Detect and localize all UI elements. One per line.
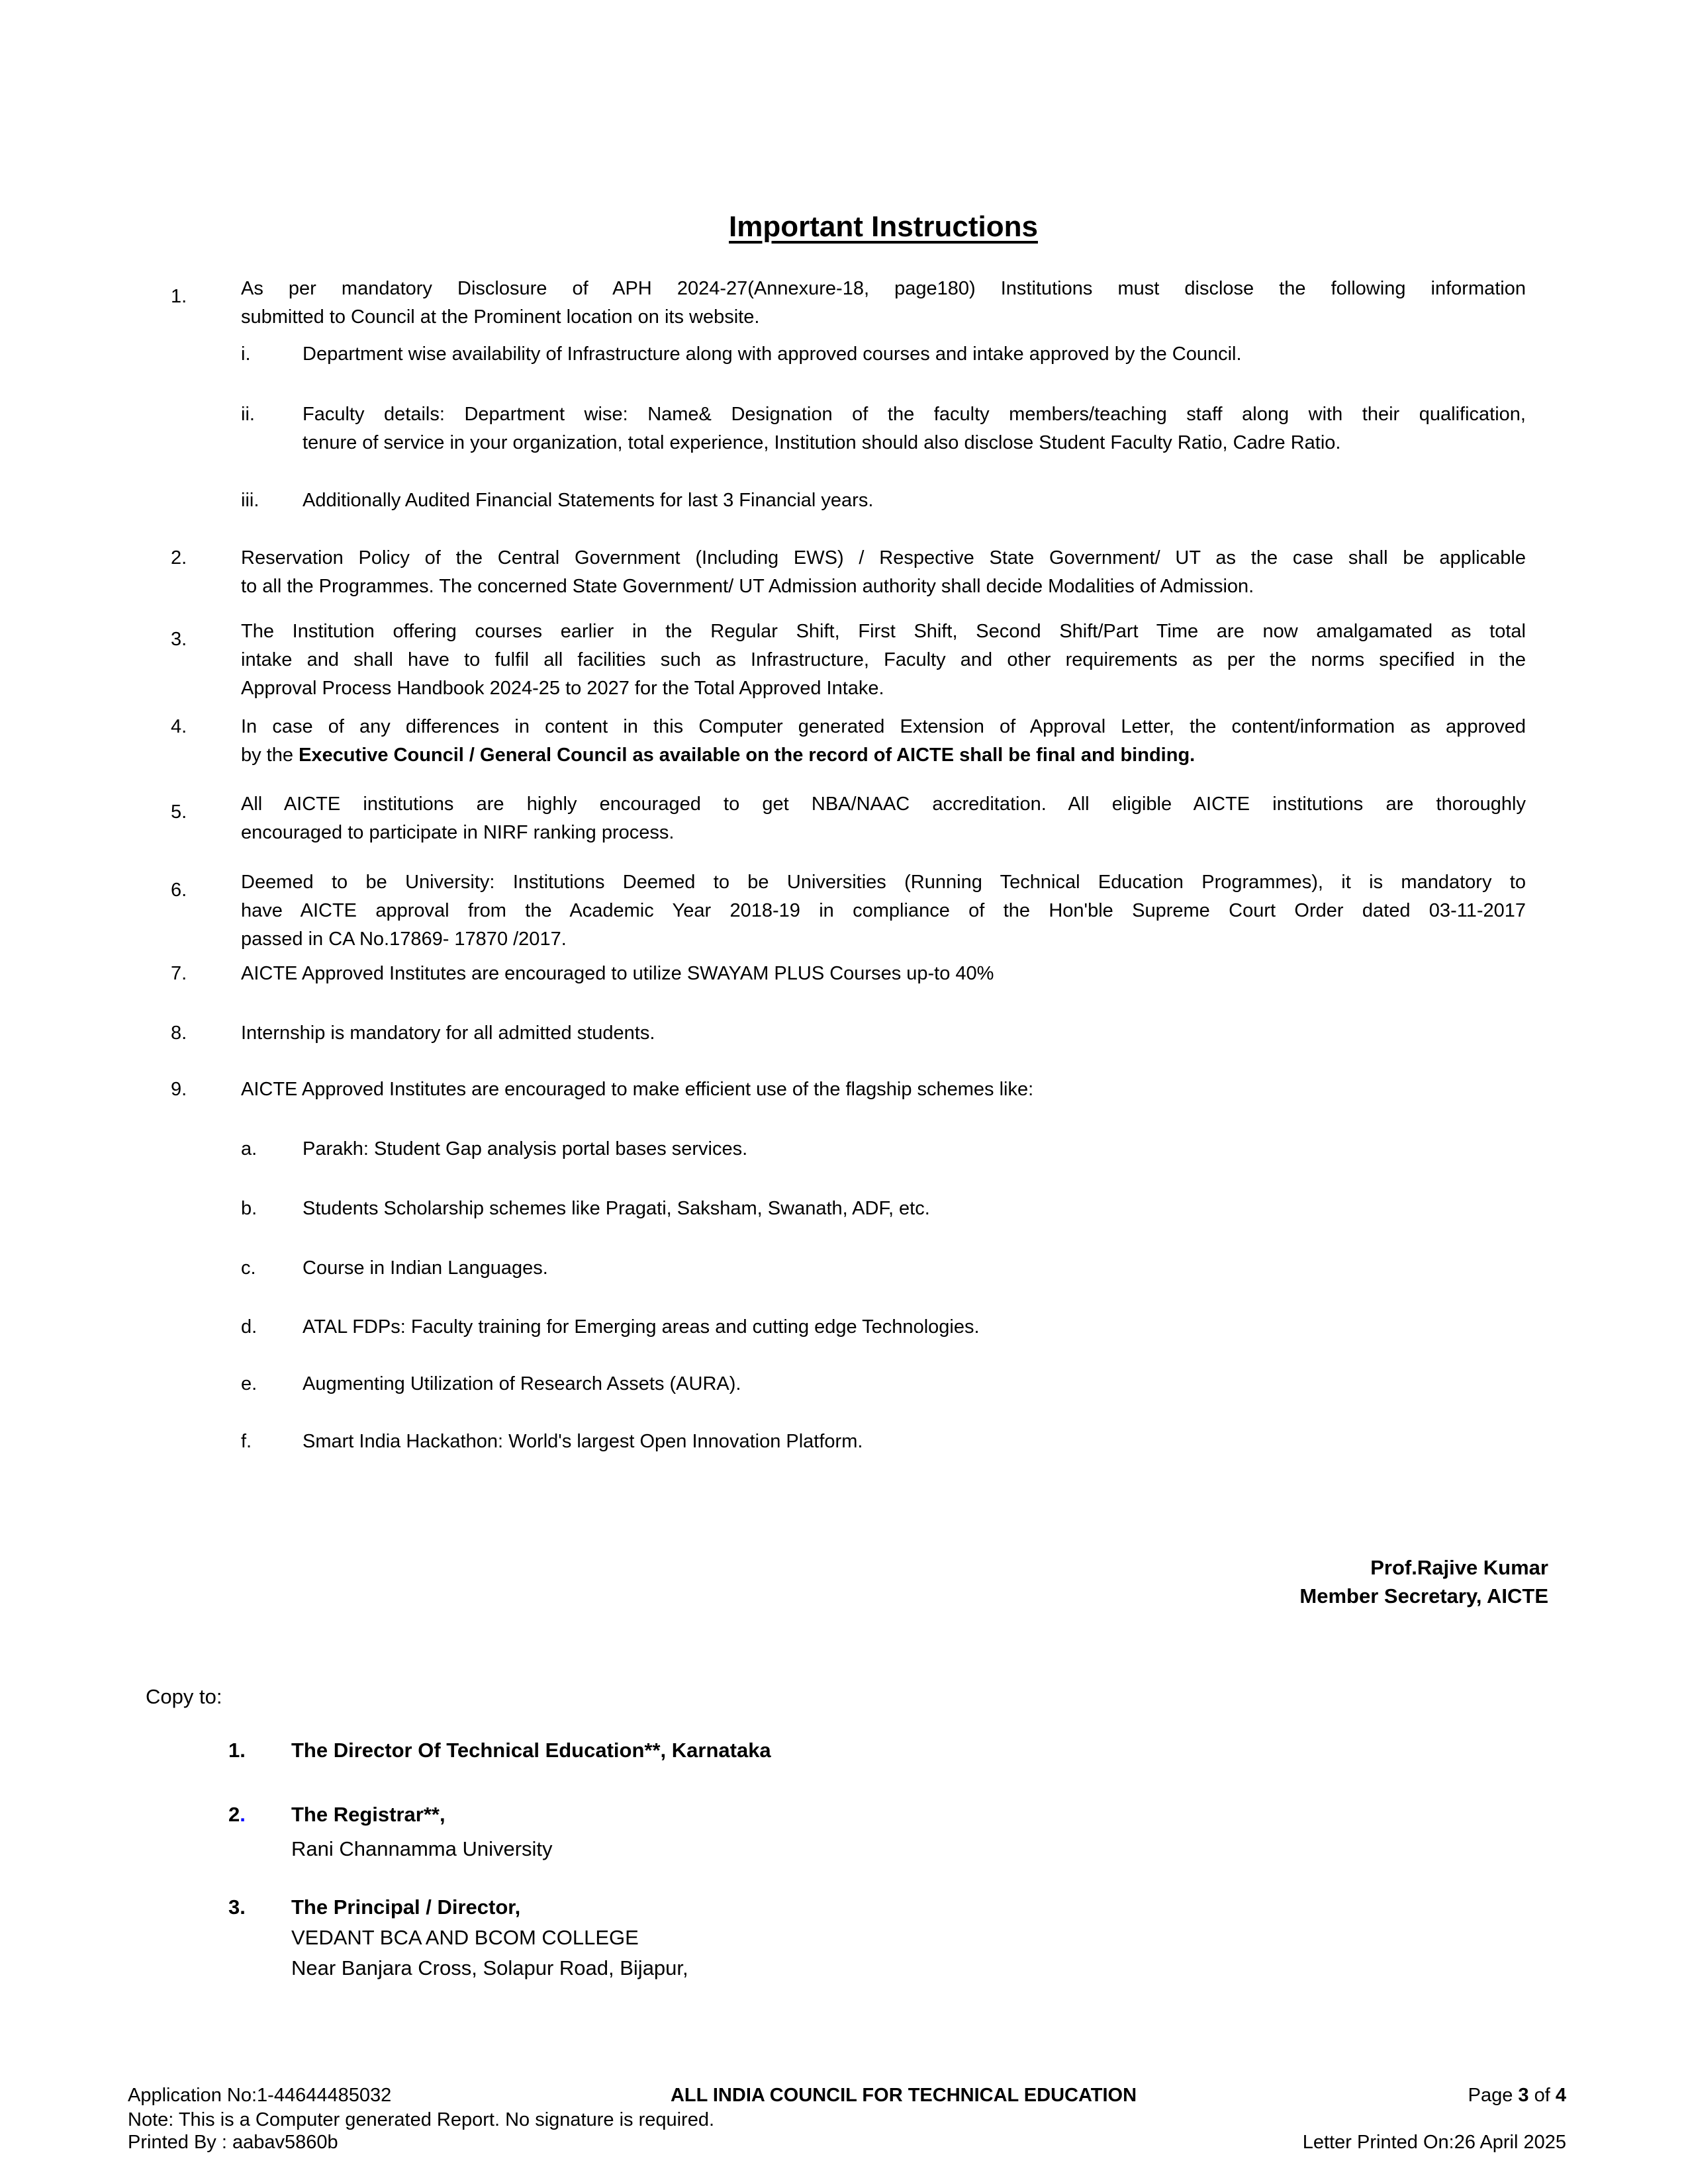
item-number: 6. bbox=[171, 880, 187, 901]
item-text-bold-segment: Executive Council / General Council as available on the record of AICTE shall be final and binding. bbox=[299, 745, 1196, 766]
item-number: 8. bbox=[171, 1023, 187, 1044]
footer-application-no: Application No:1-44644485032 bbox=[128, 2085, 392, 2106]
item-text-line: passed in CA No.17869- 17870 /2017. bbox=[241, 929, 567, 950]
copy-entry-number bbox=[228, 1799, 281, 1830]
item-text-line: As per mandatory Disclosure of APH 2024-27(Annexure-18, page180) Institutions must disclose the following information bbox=[241, 278, 1526, 299]
item-number: 1. bbox=[171, 286, 187, 307]
subitem-number: e. bbox=[241, 1373, 258, 1394]
copy-entry-line: The Director Of Technical Education**, Karnataka bbox=[291, 1739, 771, 1762]
item-text-line: AICTE Approved Institutes are encouraged to utilize SWAYAM PLUS Courses up-to 40% bbox=[241, 963, 994, 984]
item-text-line: Deemed to be University: Institutions Deemed to be Universities (Running Technical Education Programmes), it is mandatory to bbox=[241, 872, 1526, 893]
item-text-line: Smart India Hackathon: World's largest Open Innovation Platform. bbox=[303, 1431, 863, 1452]
item-number: 3. bbox=[171, 629, 187, 650]
item-number: 7. bbox=[171, 963, 187, 984]
item-number: 2. bbox=[171, 547, 187, 569]
item-text-segment: by the bbox=[241, 745, 299, 766]
footer-page-total: 4 bbox=[1555, 2085, 1566, 2106]
copy-entry-number: 3. bbox=[228, 1895, 246, 1919]
copy-entry-number-dot: . bbox=[240, 1803, 246, 1826]
item-text-line: In case of any differences in content in this Computer generated Extension of Approval Letter, the content/information as approved bbox=[241, 716, 1526, 737]
signature-role: Member Secretary, AICTE bbox=[1299, 1584, 1548, 1608]
subitem-number: b. bbox=[241, 1198, 258, 1219]
item-text bbox=[241, 275, 1526, 332]
copy-entry-number-digit: 2 bbox=[228, 1803, 240, 1826]
item-text-line: have AICTE approval from the Academic Year 2018-19 in compliance of the Hon'ble Supreme Court Order dated 03-11-2017 bbox=[241, 900, 1526, 921]
copy-entry-line: The Principal / Director, bbox=[291, 1895, 521, 1919]
signature-name: Prof.Rajive Kumar bbox=[1370, 1556, 1548, 1579]
item-text-line: encouraged to participate in NIRF ranking process. bbox=[241, 822, 675, 843]
subitem-text bbox=[303, 486, 1526, 515]
footer-of-label: of bbox=[1534, 2085, 1550, 2106]
item-text-line: Internship is mandatory for all admitted students. bbox=[241, 1023, 655, 1044]
footer-page-indicator bbox=[1468, 2084, 1566, 2107]
subitem-number: ii. bbox=[241, 404, 255, 425]
item-number: 4. bbox=[171, 716, 187, 737]
subitem-text bbox=[303, 1428, 1526, 1456]
item-text-line: tenure of service in your organization, total experience, Institution should also disclose Student Faculty Ratio, Cadre Ratio. bbox=[303, 432, 1341, 453]
item-text-line: ATAL FDPs: Faculty training for Emerging areas and cutting edge Technologies. bbox=[303, 1316, 980, 1338]
item-text-line: AICTE Approved Institutes are encouraged to make efficient use of the flagship schemes like: bbox=[241, 1079, 1034, 1100]
footer-printed-on: Letter Printed On:26 April 2025 bbox=[1302, 2132, 1566, 2153]
item-text-line: Faculty details: Department wise: Name& Designation of the faculty members/teaching staff along with their qualification, bbox=[303, 404, 1526, 425]
item-text-line: Parakh: Student Gap analysis portal bases services. bbox=[303, 1138, 748, 1160]
subitem-number: f. bbox=[241, 1431, 252, 1452]
item-text bbox=[241, 617, 1526, 703]
copy-entry-line: Rani Channamma University bbox=[291, 1837, 553, 1860]
item-text-line: Additionally Audited Financial Statements for last 3 Financial years. bbox=[303, 490, 874, 511]
copy-entry-number: 1. bbox=[228, 1739, 246, 1762]
subitem-text bbox=[303, 1370, 1526, 1398]
subitem-number: a. bbox=[241, 1138, 258, 1160]
copy-entry-text bbox=[291, 1735, 1417, 1766]
item-text bbox=[241, 790, 1526, 847]
item-text-line: intake and shall have to fulfil all facilities such as Infrastructure, Faculty and other requirements as per the norms specified in the bbox=[241, 649, 1526, 670]
subitem-number: d. bbox=[241, 1316, 258, 1338]
item-text-line: Course in Indian Languages. bbox=[303, 1257, 548, 1279]
copy-entry-line: VEDANT BCA AND BCOM COLLEGE bbox=[291, 1926, 639, 1949]
subitem-number: i. bbox=[241, 343, 251, 365]
item-text-line: Approval Process Handbook 2024-25 to 2027 for the Total Approved Intake. bbox=[241, 678, 884, 699]
item-text-line: Department wise availability of Infrastructure along with approved courses and intake approved by the Council. bbox=[303, 343, 1242, 365]
copy-to-label: Copy to: bbox=[146, 1685, 222, 1708]
item-text-line: All AICTE institutions are highly encouraged to get NBA/NAAC accreditation. All eligible AICTE institutions are thoroughly bbox=[241, 794, 1526, 815]
item-text bbox=[241, 713, 1526, 770]
item-text-line: The Institution offering courses earlier in the Regular Shift, First Shift, Second Shift/Part Time are now amalgamated as total bbox=[241, 621, 1526, 642]
item-text bbox=[241, 1075, 1526, 1104]
subitem-text bbox=[303, 1313, 1526, 1342]
signature bbox=[1299, 1553, 1548, 1610]
subitem-text bbox=[303, 1195, 1526, 1223]
item-text bbox=[241, 868, 1526, 954]
subitem-text bbox=[303, 1254, 1526, 1283]
copy-entry-line: Near Banjara Cross, Solapur Road, Bijapur, bbox=[291, 1956, 688, 1979]
item-text bbox=[241, 1019, 1526, 1048]
footer-printed-by: Printed By : aabav5860b bbox=[128, 2132, 338, 2153]
item-text-line: Reservation Policy of the Central Government (Including EWS) / Respective State Government/ UT as the case shall be applicable bbox=[241, 547, 1526, 569]
subitem-text bbox=[303, 1135, 1526, 1163]
copy-entry-text bbox=[291, 1799, 1417, 1864]
footer-page-label: Page bbox=[1468, 2085, 1513, 2106]
subitem-text bbox=[303, 340, 1526, 369]
page-title: Important Instructions bbox=[729, 210, 1038, 243]
subitem-number: iii. bbox=[241, 490, 259, 511]
footer-page-number: 3 bbox=[1518, 2085, 1529, 2106]
subitem-text bbox=[303, 400, 1526, 457]
item-text bbox=[241, 544, 1526, 601]
footer-note: Note: This is a Computer generated Report. No signature is required. bbox=[128, 2109, 715, 2130]
item-text-line: Augmenting Utilization of Research Assets (AURA). bbox=[303, 1373, 741, 1394]
item-text-line: to all the Programmes. The concerned State Government/ UT Admission authority shall decide Modalities of Admission. bbox=[241, 576, 1254, 597]
item-number: 9. bbox=[171, 1079, 187, 1100]
item-text-line: submitted to Council at the Prominent location on its website. bbox=[241, 306, 760, 328]
item-text-line: Students Scholarship schemes like Pragati, Saksham, Swanath, ADF, etc. bbox=[303, 1198, 930, 1219]
copy-entry-text bbox=[291, 1892, 1417, 1983]
item-text bbox=[241, 960, 1526, 988]
copy-entry-line: The Registrar**, bbox=[291, 1803, 445, 1826]
item-number: 5. bbox=[171, 801, 187, 823]
footer-council-name: ALL INDIA COUNCIL FOR TECHNICAL EDUCATION bbox=[670, 2085, 1137, 2106]
item-text-line bbox=[241, 741, 1526, 770]
subitem-number: c. bbox=[241, 1257, 256, 1279]
